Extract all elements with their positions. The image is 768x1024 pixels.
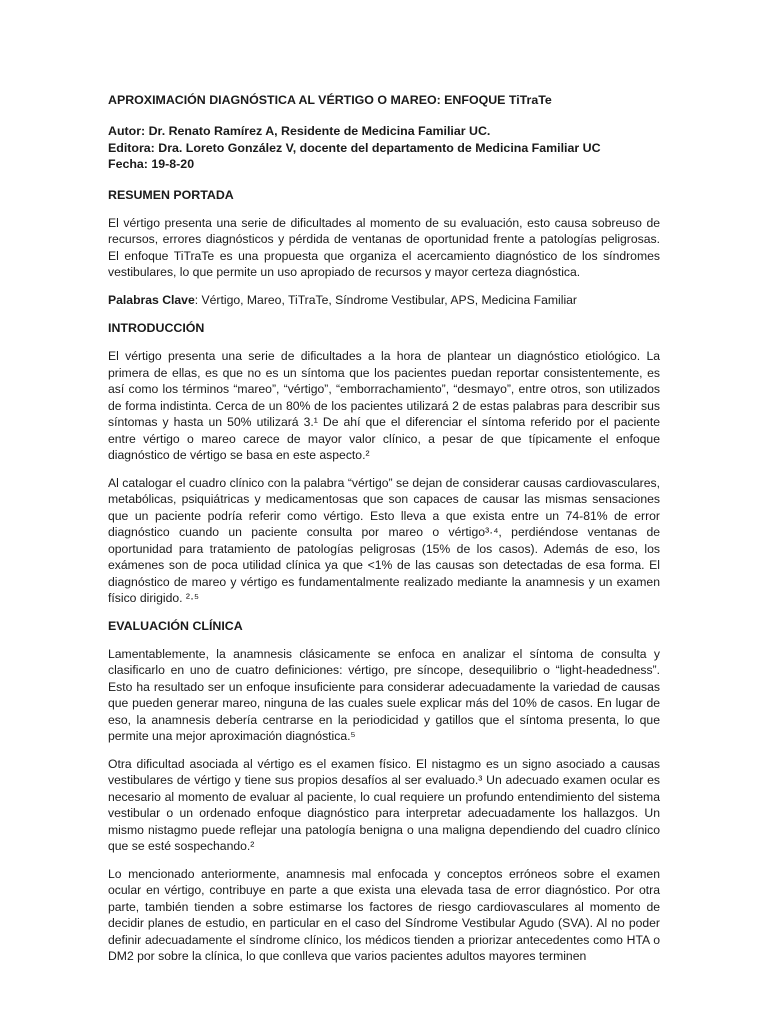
clinical-evaluation-paragraph-2: Otra dificultad asociada al vértigo es el examen físico. El nistagmo es un signo asociado a causas vestibulares de vértigo y tiene sus propios desafíos al ser evaluado.³ Un adecuado examen ocular es necesario al momento de evaluar al paciente, lo cual requiere un profundo entendimiento del sistema vestibular o un ordenado enfoque diagnóstico para interpretar adecuadamente los hallazgos. Un mismo nistagmo puede reflejar una patología benigna o una maligna dependiendo del cuadro clínico que se esté sospechando.² — [108, 756, 660, 853]
document-title: APROXIMACIÓN DIAGNÓSTICA AL VÉRTIGO O MAREO: ENFOQUE TiTraTe — [108, 93, 552, 107]
introduction-heading: INTRODUCCIÓN — [108, 321, 205, 335]
clinical-evaluation-heading: EVALUACIÓN CLÍNICA — [108, 618, 243, 633]
summary-heading: RESUMEN PORTADA — [108, 187, 234, 202]
summary-paragraph: El vértigo presenta una serie de dificultades al momento de su evaluación, esto causa sobreuso de recursos, errores diagnósticos y pérdida de ventanas de oportunidad frente a patologías peligrosas. El enfoque TiTraTe es una propuesta que organiza el acercamiento diagnóstico de los síndromes vestibulares, lo que permite un uso apropiado de recursos y mayor certeza diagnóstica. — [108, 215, 660, 279]
document-metadata — [108, 123, 660, 173]
keywords-text: : Vértigo, Mareo, TiTraTe, Síndrome Vestibular, APS, Medicina Familiar — [194, 292, 577, 307]
keywords-label: Palabras Clave — [108, 292, 195, 307]
clinical-evaluation-paragraph-1: Lamentablemente, la anamnesis clásicamente se enfoca en analizar el síntoma de consulta y clasificarlo en uno de cuatro definiciones: vértigo, pre síncope, desequilibrio o “light-headedness”. Esto ha resultado ser un enfoque insuficiente para considerar adecuadamente la variedad de causas que pueden generar mareo, ninguna de las cuales suele explicar más del 10% de casos. En lugar de eso, la anamnesis debería centrarse en la periodicidad y gatillos que el síntoma presenta, lo que permite una mejor aproximación diagnóstica.⁵ — [108, 646, 660, 743]
introduction-paragraph-1: El vértigo presenta una serie de dificultades a la hora de plantear un diagnóstico etiológico. La primera de ellas, es que no es un síntoma que los pacientes puedan reportar consistentemente, es así como los términos “mareo”, “vértigo”, “emborrachamiento”, “desmayo”, entre otros, son utilizados de forma indistinta. Cerca de un 80% de los pacientes utilizará 2 de estas palabras para describir sus síntomas y hasta un 50% utilizará 3.¹ De ahí que el diferenciar el síntoma referido por el paciente entre vértigo o mareo carece de mayor valor clínico, a pesar de que típicamente el enfoque diagnóstico de vértigo se basa en este aspecto.² — [108, 349, 660, 462]
document-body — [108, 92, 660, 976]
author-line: Autor: Dr. Renato Ramírez A, Residente de Medicina Familiar UC. — [108, 124, 491, 138]
editor-line: Editora: Dra. Loreto González V, docente del departamento de Medicina Familiar UC — [108, 140, 601, 155]
clinical-evaluation-paragraph-3: Lo mencionado anteriormente, anamnesis mal enfocada y conceptos erróneos sobre el examen ocular en vértigo, contribuye en parte a que exista una elevada tasa de error diagnóstico. Por otra parte, también tienden a sobre estimarse los factores de riesgo cardiovasculares al momento de decidir planes de estudio, en particular en el caso del Síndrome Vestibular Agudo (SVA). Al no poder definir adecuadamente el síndrome clínico, los médicos tienden a priorizar antecedentes como HTA o DM2 por sobre la clínica, lo que conlleva que varios pacientes adultos mayores terminen — [108, 866, 660, 963]
date-line: Fecha: 19-8-20 — [108, 157, 195, 171]
keywords-line — [108, 292, 660, 309]
introduction-paragraph-2: Al catalogar el cuadro clínico con la palabra “vértigo” se dejan de considerar causas cardiovasculares, metabólicas, psiquiátricas y medicamentosas que son capaces de causar las mismas sensaciones que un paciente podría referir como vértigo. Esto lleva a que exista entre un 74-81% de error diagnóstico cuando un paciente consulta por mareo o vértigo³·⁴, perdiéndose ventanas de oportunidad para tratamiento de patologías peligrosas (15% de los casos). Además de eso, los exámenes son de poca utilidad clínica ya que <1% de las causas son detectadas de esa forma. El diagnóstico de mareo y vértigo es fundamentalmente realizado mediante la anamnesis y un examen físico dirigido. ²·⁵ — [108, 475, 660, 605]
